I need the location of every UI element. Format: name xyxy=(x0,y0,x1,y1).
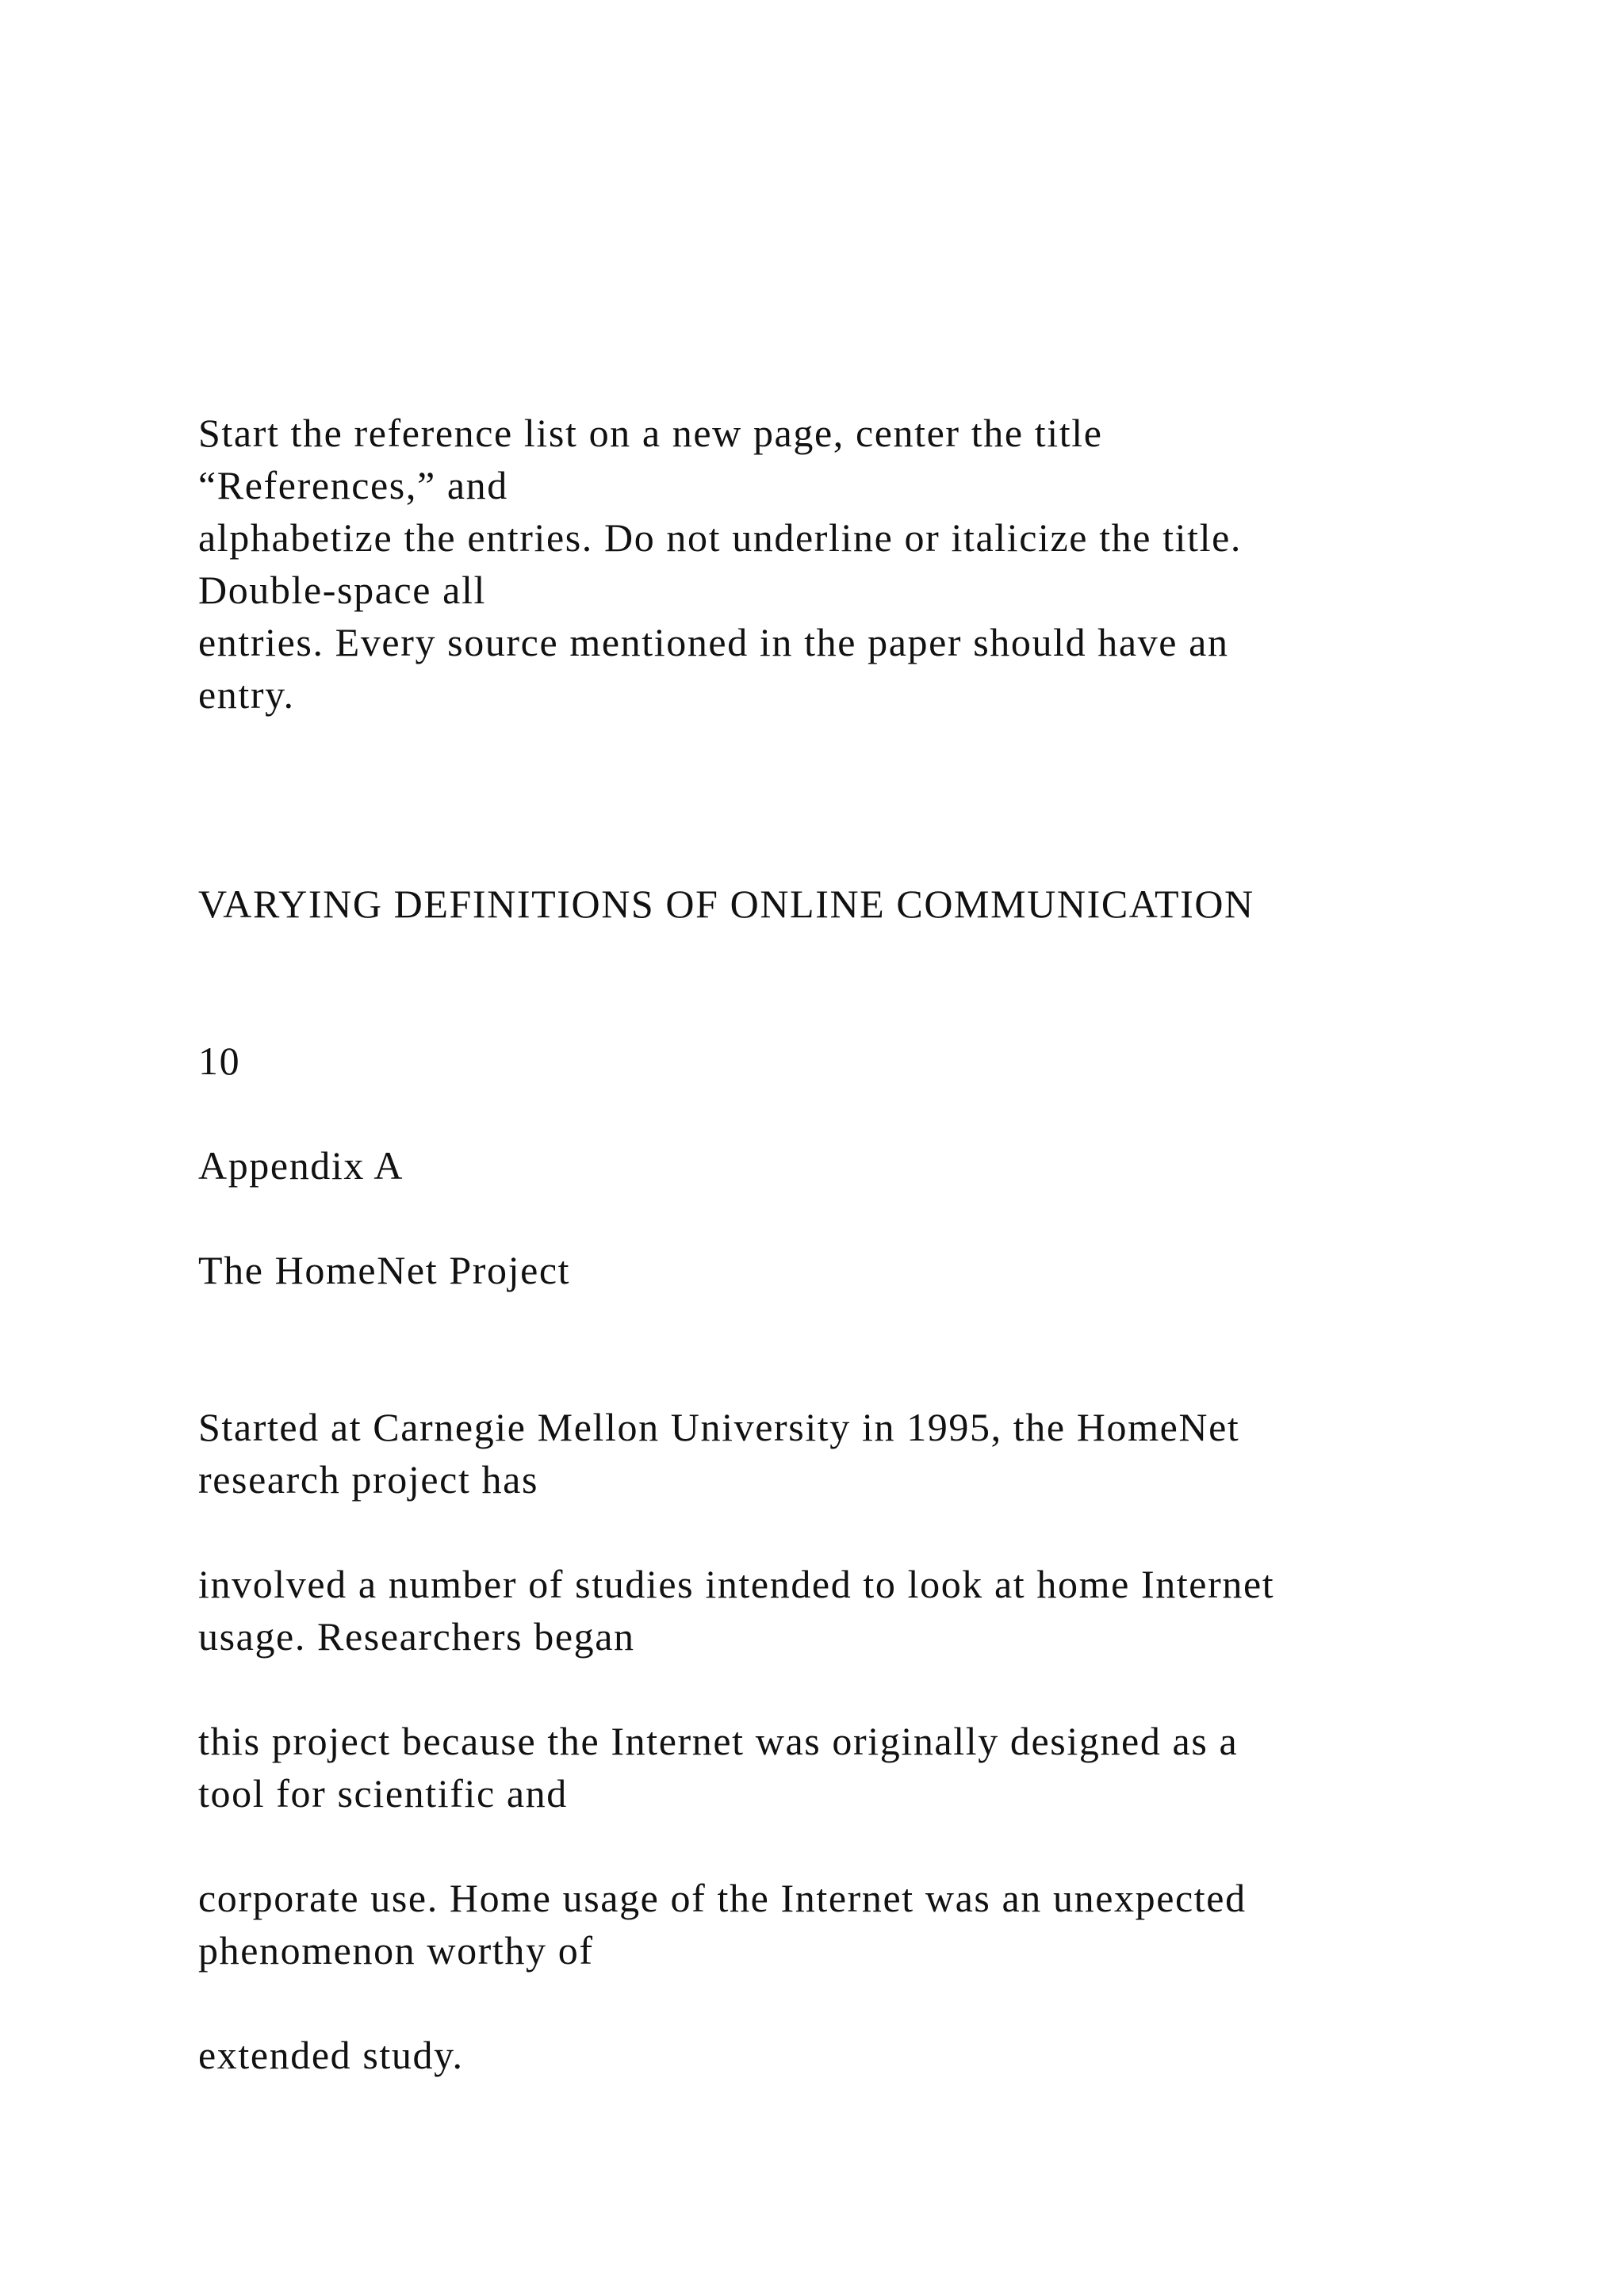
instruction-line: entry. xyxy=(198,672,295,717)
appendix-title: The HomeNet Project xyxy=(198,1248,571,1292)
body-line: corporate use. Home usage of the Internet was an unexpected xyxy=(198,1876,1247,1920)
body-line: research project has xyxy=(198,1457,538,1502)
body-line: extended study. xyxy=(198,2033,464,2077)
instruction-line: entries. Every source mentioned in the paper should have an xyxy=(198,620,1229,664)
body-line: phenomenon worthy of xyxy=(198,1928,594,1973)
appendix-label: Appendix A xyxy=(198,1143,404,1188)
body-line: Started at Carnegie Mellon University in 1995, the HomeNet xyxy=(198,1405,1240,1449)
instruction-line: “References,” and xyxy=(198,463,508,507)
page-number: 10 xyxy=(198,1039,241,1083)
body-line: tool for scientific and xyxy=(198,1771,568,1816)
body-line: usage. Researchers began xyxy=(198,1614,635,1659)
body-line: involved a number of studies intended to look at home Internet xyxy=(198,1562,1275,1606)
body-line: this project because the Internet was originally designed as a xyxy=(198,1719,1239,1763)
instruction-line: Double-space all xyxy=(198,568,486,612)
instruction-line: alphabetize the entries. Do not underline or italicize the title. xyxy=(198,515,1243,560)
running-head: VARYING DEFINITIONS OF ONLINE COMMUNICATION xyxy=(198,882,1254,926)
instruction-line: Start the reference list on a new page, center the title xyxy=(198,411,1103,455)
